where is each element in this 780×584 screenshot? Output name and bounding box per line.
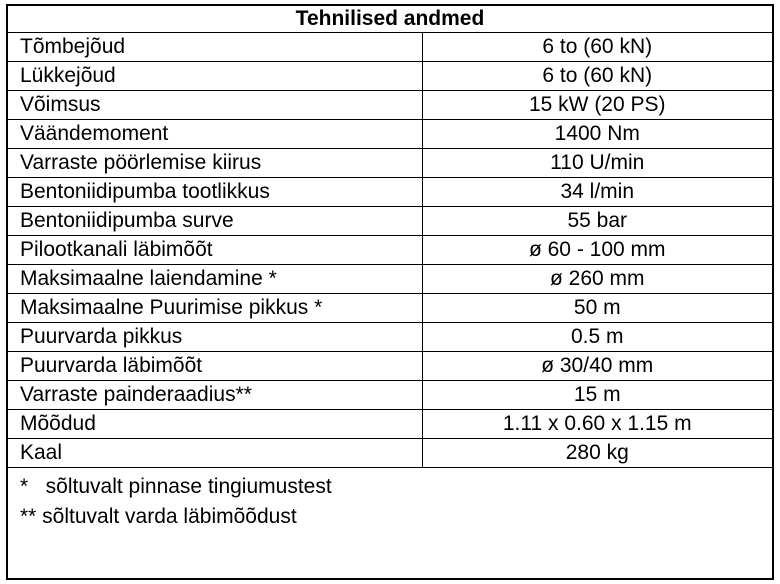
row-value: 34 l/min	[422, 178, 772, 207]
row-value: ø 30/40 mm	[422, 352, 772, 381]
row-label: Lükkejõud	[8, 62, 422, 91]
row-value: 6 to (60 kN)	[422, 62, 772, 91]
table-row	[8, 149, 772, 178]
row-value: 55 bar	[422, 207, 772, 236]
table-row	[8, 352, 772, 381]
footnote: ** sõltuvalt varda läbimõõdust	[20, 505, 297, 528]
table-row	[8, 381, 772, 410]
row-label: Kaal	[8, 439, 422, 468]
row-label: Tõmbejõud	[8, 33, 422, 62]
table-row	[8, 207, 772, 236]
row-label: Bentoniidipumba tootlikkus	[8, 178, 422, 207]
table-row	[8, 236, 772, 265]
row-value: 1.11 x 0.60 x 1.15 m	[422, 410, 772, 439]
row-label: Varraste painderaadius**	[8, 381, 422, 410]
row-label: Maksimaalne laiendamine *	[8, 265, 422, 294]
row-label: Võimsus	[8, 91, 422, 120]
table-row	[8, 410, 772, 439]
spec-rows	[8, 33, 772, 468]
row-value: 0.5 m	[422, 323, 772, 352]
row-label: Puurvarda pikkus	[8, 323, 422, 352]
table-row	[8, 178, 772, 207]
footnote: * sõltuvalt pinnase tingiumustest	[20, 475, 332, 498]
row-value: ø 60 - 100 mm	[422, 236, 772, 265]
row-label: Väändemoment	[8, 120, 422, 149]
table-row	[8, 91, 772, 120]
row-label: Varraste pöörlemise kiirus	[8, 149, 422, 178]
table-row	[8, 439, 772, 468]
table-title: Tehnilised andmed	[8, 6, 772, 33]
row-value: 50 m	[422, 294, 772, 323]
row-value: 280 kg	[422, 439, 772, 468]
table-row	[8, 120, 772, 149]
row-value: 6 to (60 kN)	[422, 33, 772, 62]
row-label: Puurvarda läbimõõt	[8, 352, 422, 381]
row-label: Bentoniidipumba surve	[8, 207, 422, 236]
row-value: 1400 Nm	[422, 120, 772, 149]
row-value: 15 m	[422, 381, 772, 410]
row-label: Pilootkanali läbimõõt	[8, 236, 422, 265]
row-value: ø 260 mm	[422, 265, 772, 294]
table-row	[8, 62, 772, 91]
table-row	[8, 294, 772, 323]
row-label: Mõõdud	[8, 410, 422, 439]
spec-sheet	[6, 4, 774, 580]
table-row	[8, 33, 772, 62]
title-row	[8, 6, 772, 33]
row-value: 15 kW (20 PS)	[422, 91, 772, 120]
row-value: 110 U/min	[422, 149, 772, 178]
table-row	[8, 323, 772, 352]
row-label: Maksimaalne Puurimise pikkus *	[8, 294, 422, 323]
spec-table	[8, 6, 772, 468]
footnotes	[8, 468, 772, 532]
table-row	[8, 265, 772, 294]
